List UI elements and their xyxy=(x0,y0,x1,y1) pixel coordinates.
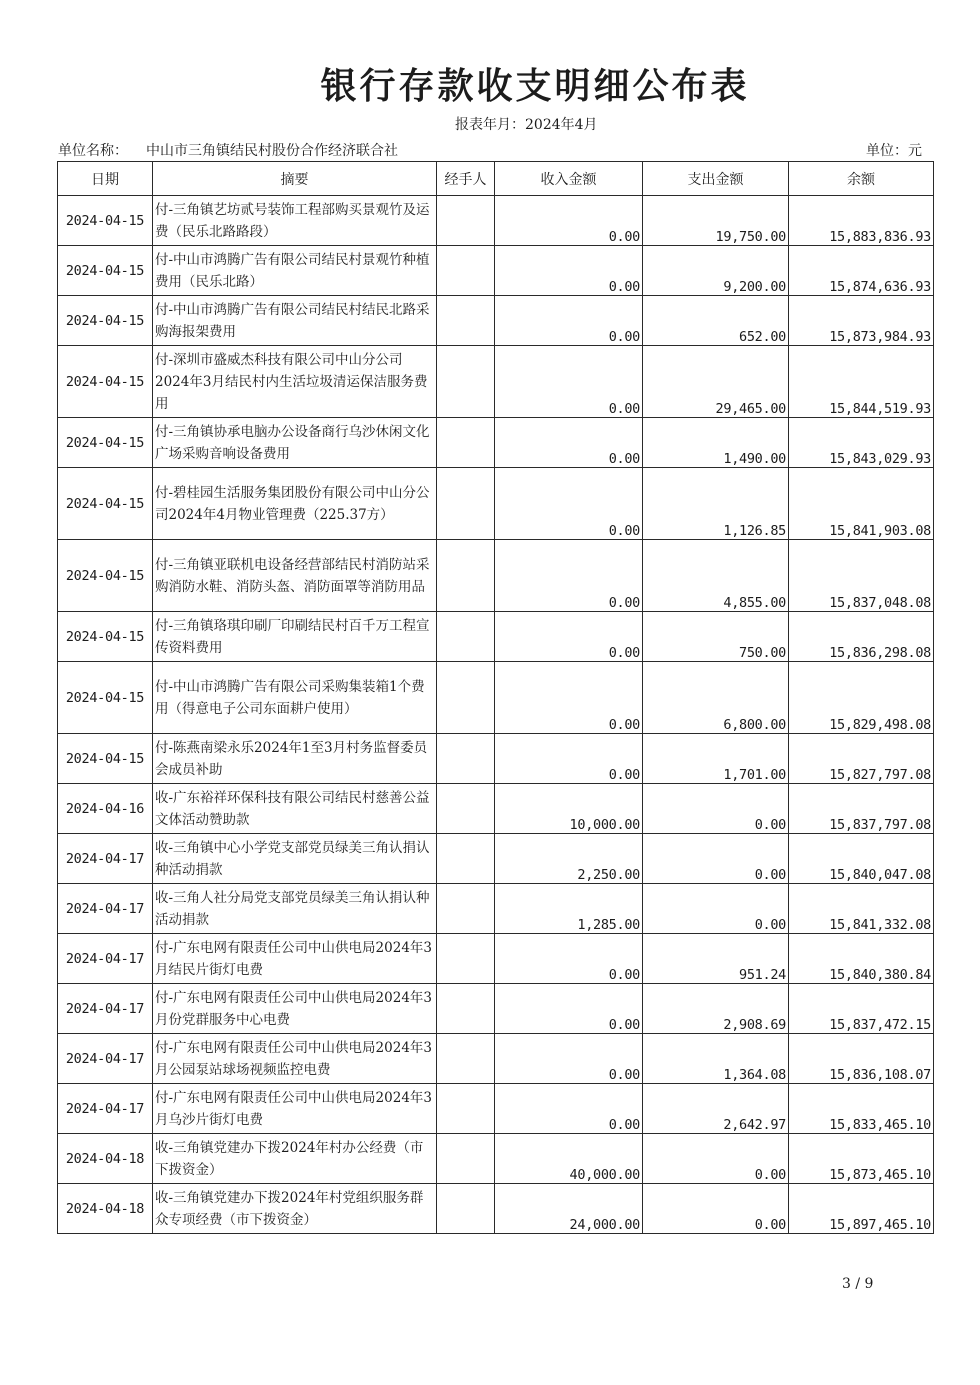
table-row xyxy=(58,934,934,984)
cell-summary: 付-三角镇协承电脑办公设备商行乌沙休闲文化广场采购音响设备费用 xyxy=(153,418,437,468)
cell-expense: 29,465.00 xyxy=(643,346,789,418)
cell-income: 0.00 xyxy=(495,734,643,784)
cell-income: 0.00 xyxy=(495,540,643,612)
table-row xyxy=(58,196,934,246)
cell-expense: 4,855.00 xyxy=(643,540,789,612)
cell-date: 2024-04-17 xyxy=(58,1034,153,1084)
header-handler: 经手人 xyxy=(437,162,495,196)
table-row xyxy=(58,468,934,540)
cell-income: 40,000.00 xyxy=(495,1134,643,1184)
cell-balance: 15,841,903.08 xyxy=(789,468,934,540)
header-expense: 支出金额 xyxy=(643,162,789,196)
cell-income: 0.00 xyxy=(495,934,643,984)
cell-balance: 15,873,984.93 xyxy=(789,296,934,346)
cell-handler xyxy=(437,984,495,1034)
cell-summary: 付-三角镇珞琪印刷厂印刷结民村百千万工程宣传资料费用 xyxy=(153,612,437,662)
cell-handler xyxy=(437,346,495,418)
cell-income: 0.00 xyxy=(495,612,643,662)
cell-date: 2024-04-15 xyxy=(58,418,153,468)
cell-balance: 15,837,472.15 xyxy=(789,984,934,1034)
cell-summary: 付-三角镇亚联机电设备经营部结民村消防站采购消防水鞋、消防头盔、消防面罩等消防用品 xyxy=(153,540,437,612)
cell-handler xyxy=(437,1034,495,1084)
cell-handler xyxy=(437,1084,495,1134)
cell-handler xyxy=(437,734,495,784)
cell-summary: 收-三角镇中心小学党支部党员绿美三角认捐认种活动捐款 xyxy=(153,834,437,884)
cell-income: 0.00 xyxy=(495,662,643,734)
cell-expense: 0.00 xyxy=(643,1184,789,1234)
cell-expense: 750.00 xyxy=(643,612,789,662)
cell-income: 0.00 xyxy=(495,1084,643,1134)
cell-summary: 付-广东电网有限责任公司中山供电局2024年3月公园泵站球场视频监控电费 xyxy=(153,1034,437,1084)
table-row xyxy=(58,884,934,934)
cell-balance: 15,897,465.10 xyxy=(789,1184,934,1234)
table-row xyxy=(58,662,934,734)
cell-date: 2024-04-17 xyxy=(58,884,153,934)
cell-expense: 9,200.00 xyxy=(643,246,789,296)
cell-summary: 付-中山市鸿腾广告有限公司结民村结民北路采购海报架费用 xyxy=(153,296,437,346)
cell-expense: 2,642.97 xyxy=(643,1084,789,1134)
table-row xyxy=(58,540,934,612)
cell-income: 10,000.00 xyxy=(495,784,643,834)
cell-summary: 收-三角镇党建办下拨2024年村党组织服务群众专项经费（市下拨资金） xyxy=(153,1184,437,1234)
cell-date: 2024-04-15 xyxy=(58,246,153,296)
cell-balance: 15,833,465.10 xyxy=(789,1084,934,1134)
cell-balance: 15,829,498.08 xyxy=(789,662,934,734)
cell-expense: 0.00 xyxy=(643,834,789,884)
cell-income: 24,000.00 xyxy=(495,1184,643,1234)
cell-date: 2024-04-17 xyxy=(58,984,153,1034)
page-title: 银行存款收支明细公布表 xyxy=(320,66,750,107)
cell-income: 0.00 xyxy=(495,346,643,418)
cell-expense: 19,750.00 xyxy=(643,196,789,246)
cell-handler xyxy=(437,246,495,296)
cell-balance: 15,844,519.93 xyxy=(789,346,934,418)
cell-date: 2024-04-15 xyxy=(58,734,153,784)
cell-summary: 付-广东电网有限责任公司中山供电局2024年3月结民片街灯电费 xyxy=(153,934,437,984)
table-row xyxy=(58,1184,934,1234)
cell-income: 0.00 xyxy=(495,196,643,246)
cell-balance: 15,840,380.84 xyxy=(789,934,934,984)
header-income: 收入金额 xyxy=(495,162,643,196)
cell-balance: 15,837,048.08 xyxy=(789,540,934,612)
cell-date: 2024-04-15 xyxy=(58,196,153,246)
cell-handler xyxy=(437,540,495,612)
cell-balance: 15,841,332.08 xyxy=(789,884,934,934)
cell-date: 2024-04-17 xyxy=(58,934,153,984)
cell-date: 2024-04-15 xyxy=(58,612,153,662)
cell-handler xyxy=(437,784,495,834)
cell-balance: 15,827,797.08 xyxy=(789,734,934,784)
table-header-row xyxy=(58,162,934,196)
table-row xyxy=(58,1134,934,1184)
cell-balance: 15,836,298.08 xyxy=(789,612,934,662)
cell-income: 2,250.00 xyxy=(495,834,643,884)
cell-handler xyxy=(437,884,495,934)
cell-date: 2024-04-18 xyxy=(58,1134,153,1184)
cell-summary: 收-广东裕祥环保科技有限公司结民村慈善公益文体活动赞助款 xyxy=(153,784,437,834)
unit-info-row xyxy=(58,140,922,160)
table-row xyxy=(58,246,934,296)
cell-handler xyxy=(437,662,495,734)
cell-balance: 15,836,108.07 xyxy=(789,1034,934,1084)
table-row xyxy=(58,296,934,346)
cell-expense: 6,800.00 xyxy=(643,662,789,734)
cell-expense: 0.00 xyxy=(643,1134,789,1184)
cell-handler xyxy=(437,1184,495,1234)
cell-handler xyxy=(437,468,495,540)
cell-balance: 15,874,636.93 xyxy=(789,246,934,296)
table-row xyxy=(58,734,934,784)
cell-balance: 15,873,465.10 xyxy=(789,1134,934,1184)
cell-income: 0.00 xyxy=(495,418,643,468)
cell-date: 2024-04-16 xyxy=(58,784,153,834)
cell-expense: 1,490.00 xyxy=(643,418,789,468)
header-date: 日期 xyxy=(58,162,153,196)
cell-date: 2024-04-15 xyxy=(58,540,153,612)
cell-income: 0.00 xyxy=(495,984,643,1034)
cell-handler xyxy=(437,934,495,984)
cell-expense: 1,126.85 xyxy=(643,468,789,540)
cell-date: 2024-04-15 xyxy=(58,468,153,540)
cell-handler xyxy=(437,196,495,246)
cell-summary: 付-广东电网有限责任公司中山供电局2024年3月乌沙片街灯电费 xyxy=(153,1084,437,1134)
cell-income: 0.00 xyxy=(495,296,643,346)
cell-summary: 付-碧桂园生活服务集团股份有限公司中山分公司2024年4月物业管理费（225.37方） xyxy=(153,468,437,540)
cell-balance: 15,843,029.93 xyxy=(789,418,934,468)
cell-balance: 15,840,047.08 xyxy=(789,834,934,884)
report-period: 报表年月：2024年4月 xyxy=(455,117,598,133)
cell-handler xyxy=(437,834,495,884)
cell-summary: 付-深圳市盛威杰科技有限公司中山分公司2024年3月结民村内生活垃圾清运保洁服务费用 xyxy=(153,346,437,418)
unit-label: 单位名称： xyxy=(58,143,128,159)
cell-handler xyxy=(437,418,495,468)
cell-expense: 1,701.00 xyxy=(643,734,789,784)
currency-unit: 单位：元 xyxy=(866,143,922,159)
cell-date: 2024-04-15 xyxy=(58,346,153,418)
cell-summary: 付-广东电网有限责任公司中山供电局2024年3月份党群服务中心电费 xyxy=(153,984,437,1034)
cell-date: 2024-04-17 xyxy=(58,834,153,884)
ledger-body xyxy=(58,196,934,1234)
cell-summary: 付-陈燕南梁永乐2024年1至3月村务监督委员会成员补助 xyxy=(153,734,437,784)
page-number: 3 / 9 xyxy=(842,1276,874,1292)
cell-summary: 收-三角镇党建办下拨2024年村办公经费（市下拨资金） xyxy=(153,1134,437,1184)
table-row xyxy=(58,418,934,468)
header-summary: 摘要 xyxy=(153,162,437,196)
cell-balance: 15,883,836.93 xyxy=(789,196,934,246)
cell-expense: 0.00 xyxy=(643,884,789,934)
cell-balance: 15,837,797.08 xyxy=(789,784,934,834)
header-balance: 余额 xyxy=(789,162,934,196)
table-row xyxy=(58,834,934,884)
table-row xyxy=(58,1084,934,1134)
cell-income: 1,285.00 xyxy=(495,884,643,934)
cell-income: 0.00 xyxy=(495,1034,643,1084)
ledger-table xyxy=(57,161,934,1234)
cell-date: 2024-04-18 xyxy=(58,1184,153,1234)
cell-date: 2024-04-15 xyxy=(58,662,153,734)
cell-expense: 2,908.69 xyxy=(643,984,789,1034)
unit-name: 中山市三角镇结民村股份合作经济联合社 xyxy=(146,143,398,159)
cell-income: 0.00 xyxy=(495,468,643,540)
cell-date: 2024-04-15 xyxy=(58,296,153,346)
cell-expense: 951.24 xyxy=(643,934,789,984)
cell-expense: 652.00 xyxy=(643,296,789,346)
table-row xyxy=(58,1034,934,1084)
table-row xyxy=(58,346,934,418)
cell-summary: 付-中山市鸿腾广告有限公司结民村景观竹种植费用（民乐北路） xyxy=(153,246,437,296)
cell-handler xyxy=(437,296,495,346)
cell-date: 2024-04-17 xyxy=(58,1084,153,1134)
table-row xyxy=(58,612,934,662)
cell-summary: 付-中山市鸿腾广告有限公司采购集装箱1个费用（得意电子公司东面耕户使用） xyxy=(153,662,437,734)
cell-handler xyxy=(437,1134,495,1184)
cell-expense: 0.00 xyxy=(643,784,789,834)
cell-handler xyxy=(437,612,495,662)
cell-summary: 收-三角人社分局党支部党员绿美三角认捐认种活动捐款 xyxy=(153,884,437,934)
cell-expense: 1,364.08 xyxy=(643,1034,789,1084)
table-row xyxy=(58,984,934,1034)
table-row xyxy=(58,784,934,834)
cell-summary: 付-三角镇艺坊贰号装饰工程部购买景观竹及运费（民乐北路路段） xyxy=(153,196,437,246)
cell-income: 0.00 xyxy=(495,246,643,296)
